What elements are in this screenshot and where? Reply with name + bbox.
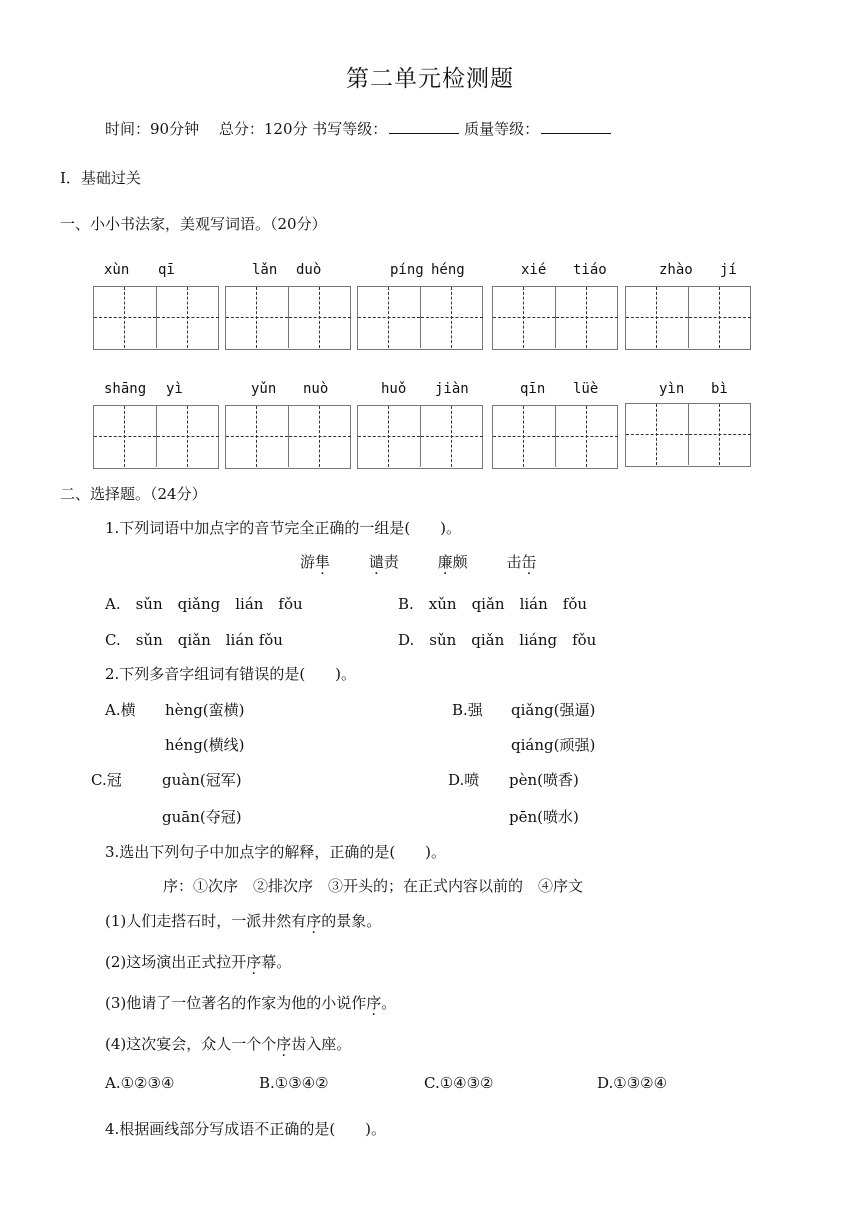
question-end: )。	[335, 665, 357, 683]
pinyin: jí	[720, 262, 737, 278]
option-c-reading-2: guān(夺冠)	[162, 808, 242, 826]
answer-option-a[interactable]: A.①②③④	[105, 1074, 175, 1092]
option-c[interactable]: C. sǔn qiǎn lián fǒu	[105, 631, 283, 649]
sentence-1: (1)人们走搭石时，一派井然有序的景象。	[105, 912, 382, 930]
dotted-char: 缶	[521, 553, 537, 571]
question-3	[105, 841, 446, 862]
q1-heading: 一、小小书法家，美观写词语。（20分）	[60, 215, 327, 233]
pinyin: nuò	[303, 381, 329, 397]
sentence-4: (4)这次宴会，众人一个个序齿入座。	[105, 1035, 352, 1053]
sentence-2: (2)这场演出正式拉开序幕。	[105, 953, 292, 971]
question-stem: 2.下列多音字组词有错误的是(	[105, 665, 306, 683]
option-b-reading-1: qiǎng(强逼)	[511, 701, 596, 719]
question-4	[105, 1118, 386, 1139]
quality-grade-blank	[541, 119, 611, 134]
option-b-label[interactable]: B.强	[452, 701, 483, 719]
option-b[interactable]: B. xǔn qiǎn lián fǒu	[398, 595, 588, 613]
writing-grid[interactable]	[225, 286, 351, 350]
writing-grade-label: 书写等级：	[312, 120, 388, 138]
section-basic: I．基础过关	[60, 169, 141, 187]
dotted-char: 序	[246, 953, 262, 971]
pinyin: píng	[390, 262, 424, 278]
pinyin: lǎn	[252, 262, 278, 278]
option-b-reading-2: qiáng(顽强)	[511, 736, 596, 754]
writing-grade-blank	[389, 119, 459, 134]
writing-grid[interactable]	[357, 286, 483, 350]
question-end: )。	[365, 1120, 387, 1138]
word: 击缶	[506, 553, 537, 571]
sentence-3: (3)他请了一位著名的作家为他的小说作序。	[105, 994, 397, 1012]
dotted-words	[300, 551, 536, 572]
word: 廉颇	[437, 553, 468, 571]
option-d-reading-1: pèn(喷香)	[509, 771, 579, 789]
question-stem: 4.根据画线部分写成语不正确的是(	[105, 1120, 336, 1138]
pinyin: duò	[296, 262, 322, 278]
pinyin: yìn	[659, 381, 685, 397]
quality-grade-label: 质量等级：	[464, 120, 540, 138]
option-c-label[interactable]: C.冠	[91, 771, 122, 789]
total-label: 总分：120分	[218, 120, 308, 138]
pinyin: yǔn	[251, 381, 277, 397]
option-d[interactable]: D. sǔn qiǎn liáng fǒu	[398, 631, 597, 649]
question-stem: 1.下列词语中加点字的音节完全正确的一组是(	[105, 519, 411, 537]
option-a-label[interactable]: A.横	[105, 701, 136, 719]
writing-grid[interactable]	[357, 405, 483, 469]
option-a-reading-2: héng(横线)	[165, 736, 245, 754]
pinyin: zhào	[659, 262, 693, 278]
pinyin: bì	[711, 381, 728, 397]
option-a[interactable]: A. sǔn qiǎng lián fǒu	[105, 595, 303, 613]
question-end: )。	[440, 519, 462, 537]
definition-list: 序：①次序 ②排次序 ③开头的；在正式内容以前的 ④序文	[163, 877, 584, 895]
pinyin: xié	[521, 262, 547, 278]
option-d-label[interactable]: D.喷	[448, 771, 480, 789]
pinyin: qīn	[520, 381, 546, 397]
question-1	[105, 517, 461, 538]
pinyin: yì	[166, 381, 183, 397]
question-2	[105, 663, 356, 684]
question-stem: 3.选出下列句子中加点字的解释，正确的是(	[105, 843, 396, 861]
exam-info	[105, 118, 611, 139]
time-label: 时间：90分钟	[105, 120, 200, 138]
writing-grid[interactable]	[225, 405, 351, 469]
pinyin: huǒ	[381, 381, 407, 397]
question-end: )。	[425, 843, 447, 861]
dotted-char: 谴	[368, 553, 384, 571]
pinyin: qī	[158, 262, 175, 278]
option-a-reading-1: hèng(蛮横)	[165, 701, 245, 719]
dotted-char: 隼	[315, 553, 331, 571]
answer-option-d[interactable]: D.①③②④	[597, 1074, 668, 1092]
dotted-char: 序	[306, 912, 322, 930]
pinyin: héng	[431, 262, 465, 278]
word: 游隼	[300, 553, 331, 571]
writing-grid[interactable]	[492, 405, 618, 469]
dotted-char: 廉	[437, 553, 453, 571]
writing-grid[interactable]	[625, 286, 751, 350]
pinyin: shāng	[104, 381, 147, 397]
page-title: 第二单元检测题	[346, 66, 514, 92]
word: 谴责	[368, 553, 399, 571]
writing-grid[interactable]	[93, 405, 219, 469]
answer-option-c[interactable]: C.①④③②	[424, 1074, 494, 1092]
dotted-char: 序	[366, 994, 382, 1012]
pinyin: lüè	[573, 381, 599, 397]
option-d-reading-2: pēn(喷水)	[509, 808, 579, 826]
writing-grid[interactable]	[492, 286, 618, 350]
pinyin: jiàn	[435, 381, 469, 397]
pinyin: tiáo	[573, 262, 607, 278]
writing-grid[interactable]	[625, 403, 751, 467]
dotted-char: 序	[276, 1035, 292, 1053]
pinyin: xùn	[104, 262, 130, 278]
option-c-reading-1: guàn(冠军)	[162, 771, 242, 789]
writing-grid[interactable]	[93, 286, 219, 350]
q2-heading: 二、选择题。（24分）	[60, 485, 207, 503]
answer-option-b[interactable]: B.①③④②	[259, 1074, 329, 1092]
